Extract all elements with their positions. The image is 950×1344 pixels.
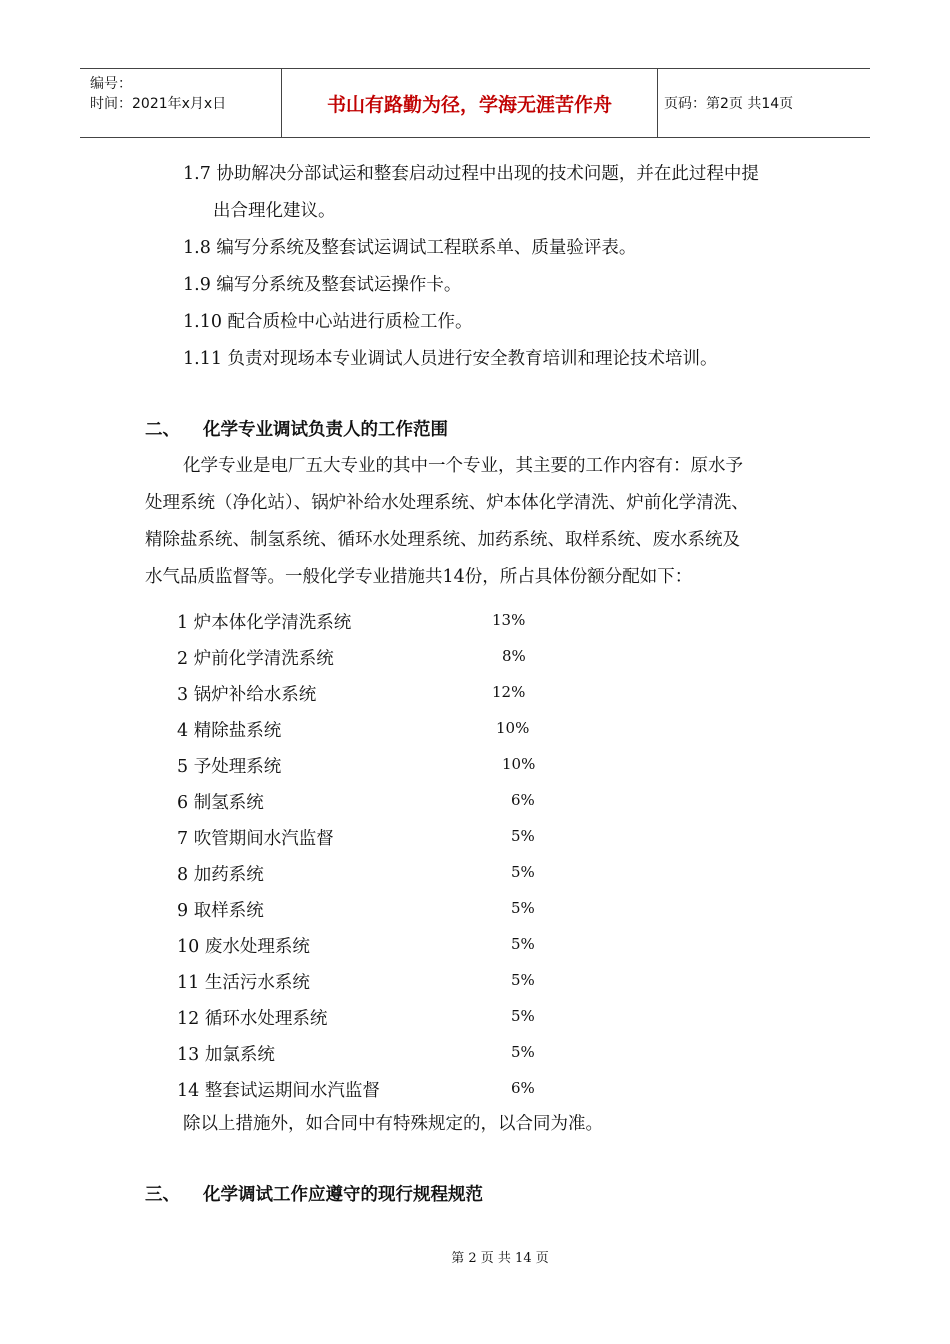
allocation-item-pct: 10% xyxy=(496,719,530,737)
duty-line: 1.8 编写分系统及整套试运调试工程联系单、质量验评表。 xyxy=(183,238,637,258)
allocation-item-label: 9 取样系统 xyxy=(177,901,264,921)
allocation-item-label: 5 予处理系统 xyxy=(177,757,282,777)
paragraph-line: 水气品质监督等。一般化学专业措施共14份，所占具体份额分配如下： xyxy=(145,567,693,587)
paragraph-line: 精除盐系统、制氢系统、循环水处理系统、加药系统、取样系统、废水系统及 xyxy=(145,530,740,550)
duty-line: 1.11 负责对现场本专业调试人员进行安全教育培训和理论技术培训。 xyxy=(183,349,718,369)
allocation-item-pct: 5% xyxy=(511,827,535,845)
header-page-info: 页码：第2页 共14页 xyxy=(664,96,794,112)
duty-line: 1.7 协助解决分部试运和整套启动过程中出现的技术问题，并在此过程中提 xyxy=(183,164,759,184)
allocation-item-pct: 10% xyxy=(502,755,536,773)
allocation-item-pct: 8% xyxy=(502,647,526,665)
duty-line: 1.9 编写分系统及整套试运操作卡。 xyxy=(183,275,462,295)
allocation-item-label: 6 制氢系统 xyxy=(177,793,264,813)
header-meta xyxy=(80,69,282,137)
allocation-item-label: 11 生活污水系统 xyxy=(177,973,310,993)
document-time-label: 时间：2021年x月x日 xyxy=(90,96,227,112)
allocation-item-label: 3 锅炉补给水系统 xyxy=(177,685,317,705)
section-2-number: 二、 xyxy=(145,420,180,440)
duty-line: 出合理化建议。 xyxy=(213,201,336,221)
header-motto: 书山有路勤为径，学海无涯苦作舟 xyxy=(282,69,658,137)
allocation-item-pct: 5% xyxy=(511,863,535,881)
section-3-number: 三、 xyxy=(145,1185,180,1205)
allocation-item-label: 2 炉前化学清洗系统 xyxy=(177,649,334,669)
allocation-item-pct: 5% xyxy=(511,899,535,917)
allocation-item-label: 4 精除盐系统 xyxy=(177,721,282,741)
document-number-label: 编号： xyxy=(90,76,132,92)
allocation-item-pct: 6% xyxy=(511,1079,535,1097)
allocation-item-label: 14 整套试运期间水汽监督 xyxy=(177,1081,380,1101)
allocation-item-pct: 5% xyxy=(511,935,535,953)
allocation-item-pct: 5% xyxy=(511,1043,535,1061)
page-header xyxy=(80,68,870,138)
allocation-item-label: 7 吹管期间水汽监督 xyxy=(177,829,334,849)
section-2-heading xyxy=(145,416,448,441)
paragraph-line: 化学专业是电厂五大专业的其中一个专业，其主要的工作内容有：原水予 xyxy=(183,456,743,476)
allocation-item-label: 8 加药系统 xyxy=(177,865,264,885)
allocation-item-label: 1 炉本体化学清洗系统 xyxy=(177,613,352,633)
paragraph-line: 处理系统（净化站）、锅炉补给水处理系统、炉本体化学清洗、炉前化学清洗、 xyxy=(145,493,749,513)
section-3-heading xyxy=(145,1181,483,1206)
page-footer: 第 2 页 共 14 页 xyxy=(451,1251,549,1266)
duty-line: 1.10 配合质检中心站进行质检工作。 xyxy=(183,312,473,332)
allocation-item-label: 12 循环水处理系统 xyxy=(177,1009,328,1029)
section-2-title: 化学专业调试负责人的工作范围 xyxy=(203,420,448,440)
allocation-item-pct: 12% xyxy=(492,683,526,701)
allocation-item-pct: 13% xyxy=(492,611,526,629)
allocation-item-label: 13 加氯系统 xyxy=(177,1045,275,1065)
closing-note: 除以上措施外，如合同中有特殊规定的，以合同为准。 xyxy=(183,1114,603,1134)
allocation-item-pct: 6% xyxy=(511,791,535,809)
section-3-title: 化学调试工作应遵守的现行规程规范 xyxy=(203,1185,483,1205)
allocation-item-pct: 5% xyxy=(511,971,535,989)
allocation-item-label: 10 废水处理系统 xyxy=(177,937,310,957)
allocation-item-pct: 5% xyxy=(511,1007,535,1025)
